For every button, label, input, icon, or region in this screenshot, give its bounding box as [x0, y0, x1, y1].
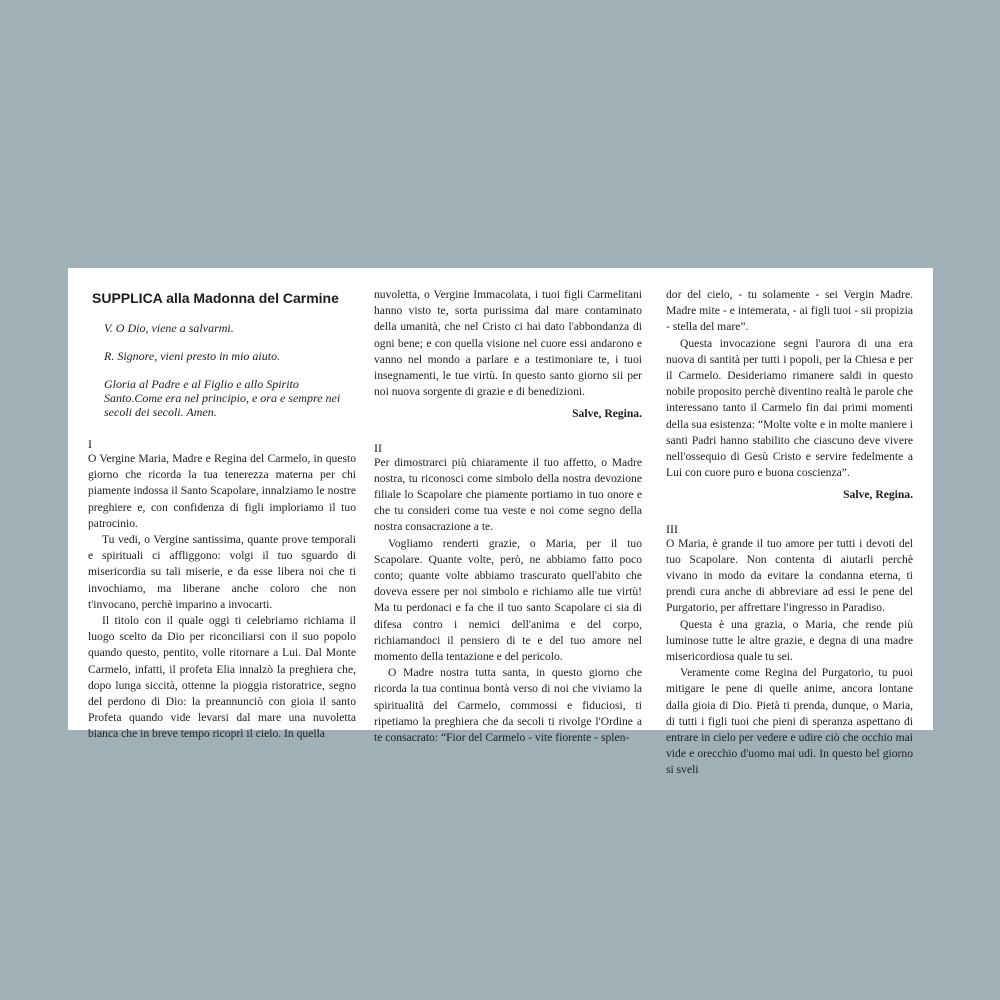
response: R. Signore, vieni presto in mio aiuto.: [104, 349, 281, 363]
page-title: SUPPLICA alla Madonna del Carmine: [92, 290, 339, 306]
section-numeral-3: III: [666, 521, 678, 536]
paragraph: O Vergine Maria, Madre e Regina del Carmelo, in questo giorno che ricorda la tua tenerezza materna per chi piamente indossa il Santo Scapolare, innalziamo le nostre preghiere e, con confidenza di figli imploriamo il tuo patrocinio.: [88, 452, 356, 530]
paragraph: Questa è una grazia, o Maria, che rende più luminose tutte le altre grazie, e degna di una madre misericordiosa quale tu sei.: [666, 617, 913, 664]
paragraph: Vogliamo renderti grazie, o Maria, per il tuo Scapolare. Quante volte, però, ne abbiamo fatto poco conto; quante volte abbiamo trascurato quell'abito che doveva essere per noi simbolo e richiamo alle tue virtù! Ma tu perdonaci e fa che il tuo santo Scapolare ci sia di difesa contro i nemici dell'anima e del corpo, richiamandoci il pensiero di te e del tuo amore nel momento della tentazione e del pericolo.: [374, 536, 642, 664]
section-numeral-1: I: [88, 437, 92, 451]
paragraph: Il titolo con il quale oggi ti celebriamo richiama il luogo scelto da Dio per riconciliarsi con il suo popolo quando questo, pentito, volle ritornare a Lui. Dal Monte Carmelo, infatti, il profeta Elia innalzò la preghiera che, dopo lunga siccità, ottenne la pioggia ristoratrice, segno del perdono di Dio: la preannunciò con gioia il santo Profeta quando vide levarsi dal mare una nuvoletta bianca che in breve tempo ricoprì il cielo. In quella: [88, 614, 356, 741]
versicle: V. O Dio, viene a salvarmi.: [104, 321, 234, 335]
paragraph: Per dimostrarci più chiaramente il tuo affetto, o Madre nostra, tu riconosci come simbolo della nostra devozione filiale lo Scapolare che piamente portiamo in tuo onore e che tu consideri come tua veste e noi come segno della nostra consacrazione a te.: [374, 455, 642, 534]
salve-regina-1: Salve, Regina.: [572, 407, 642, 421]
paragraph: Questa invocazione segni l'aurora di una era nuova di santità per tutti i popoli, per la Chiesa e per il Carmelo. Desideriamo rimanere saldi in questo nobile proposito perchè diventino realtà le parole che interessano tanto il Carmelo fin dai primi momenti della sua esistenza: “Molte volte e in molte maniere i santi Padri hanno stabilito che ciascuno deve vivere nell'ossequio di Gesù Cristo e servire fedelmente a Lui con cuore puro e buona coscienza”.: [666, 336, 913, 480]
prayer-leaflet: [68, 268, 933, 777]
paragraph: Veramente come Regina del Purgatorio, tu puoi mitigare le pene di quelle anime, ancora lontane dalla gioia di Dio. Pietà ti prenda, dunque, o Maria, di tutti i figli tuoi che pieni di speranza aspettano di entrare in cielo per vedere e udire ciò che occhio mai vide e orecchio d'uomo mai udì. In questo bel giorno si sveli: [666, 666, 913, 777]
paragraph: O Madre nostra tutta santa, in questo giorno che ricorda la tua continua bontà verso di noi che viviamo la spiritualità del Carmelo, commossi e fiduciosi, ti ripetiamo la preghiera che da secoli ti rivolge l'Ordine a te consacrato: “Fior del Carmelo - vite fiorente - splen-: [374, 666, 642, 745]
paragraph: nuvoletta, o Vergine Immacolata, i tuoi figli Carmelitani hanno visto te, sorta purissima dal mare contaminato della umanità, che nel Cristo ci hai dato l'abbondanza di ogni bene; e con quella visione nel cuore essi andarono e vanno nel mondo a parlare e a testimoniare te, i tuoi insegnamenti, le tue virtù. In questo santo giorno sii per noi nuova sorgente di grazie e di benedizioni.: [374, 288, 642, 399]
paragraph: dor del cielo, - tu solamente - sei Vergin Madre. Madre mite - e intemerata, - ai figli tuoi - sii propizia - stella del mare”.: [666, 288, 913, 334]
paragraph: Tu vedi, o Vergine santissima, quante prove temporali e spirituali ci affliggono: volgi il tuo sguardo di misericordia su tali miserie, e da esse libera noi che ti invochiamo, ma liberane anche coloro che non t'invocano, perchè imparino a invocarti.: [88, 533, 356, 611]
column-1: [88, 268, 356, 741]
paragraph: O Maria, è grande il tuo amore per tutti i devoti del tuo Scapolare. Non contenta di aiutarli perchè vivano in modo da evitare la condanna eterna, ti prendi cura anche di abbreviare ad essi le pene del Purgatorio, per affrettare l'ingresso in Paradiso.: [666, 536, 913, 615]
section-numeral-2: II: [374, 440, 382, 455]
salve-regina-2: Salve, Regina.: [843, 488, 913, 502]
column-3: [666, 268, 913, 777]
column-2: [374, 268, 642, 745]
gloria: Gloria al Padre e al Figlio e allo Spirito Santo.Come era nel principio, e ora e sempre nei secoli dei secoli. Amen.: [104, 377, 341, 419]
